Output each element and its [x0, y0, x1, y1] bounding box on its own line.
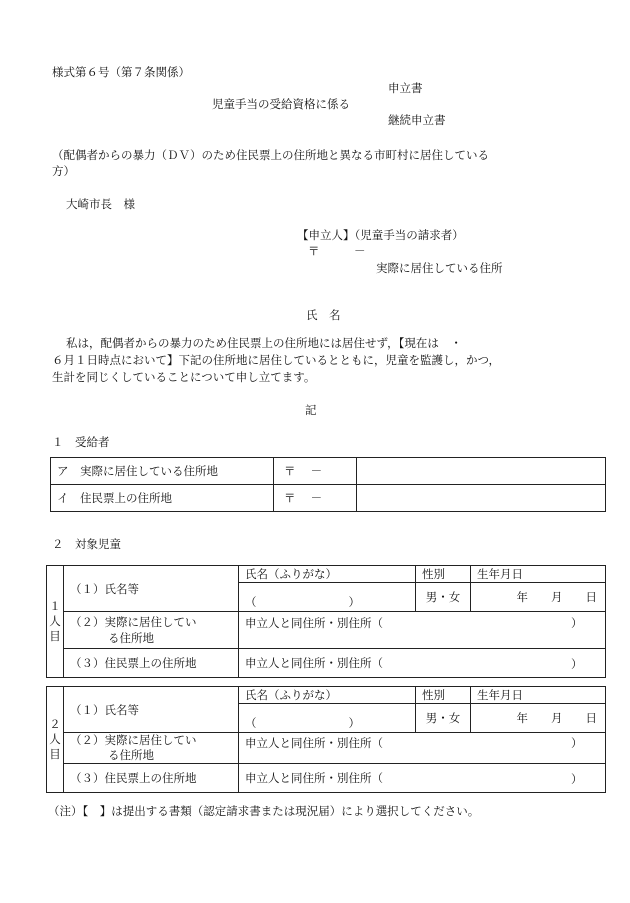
title-prefix: 児童手当の受給資格に係る: [212, 97, 350, 111]
child-2-registered-label: （３）住民票上の住所地: [64, 764, 239, 793]
child-2-actual-label: （２）実際に居住してい る住所地: [64, 733, 239, 764]
child-1-sex-value[interactable]: 男・女: [416, 583, 471, 612]
table-row: [47, 566, 606, 583]
child-1-rowlabel: １人目: [47, 566, 64, 678]
applicant-address-caption: 実際に居住している住所: [376, 261, 503, 275]
applicant-heading: 【申立人】（児童手当の請求者）: [297, 228, 464, 242]
child-1-actual-value[interactable]: 申立人と同住所・別住所（ ）: [239, 612, 606, 649]
table-row: [51, 485, 606, 512]
child-2-furigana-paren: （ ）: [245, 716, 360, 730]
child-2-dob-value[interactable]: 年 月 日: [471, 704, 606, 733]
subtitle-line-1: （配偶者からの暴力（ＤＶ）のため住民票上の住所地と異なる市町村に居住している: [52, 148, 489, 162]
recipient-actual-address[interactable]: [357, 458, 606, 485]
table-row: [51, 458, 606, 485]
table-row: [47, 612, 606, 649]
section1-heading: １ 受給者: [52, 435, 110, 449]
child-2-name-label: （１）氏名等: [64, 687, 239, 733]
ki-mark: 記: [305, 403, 317, 417]
child-1-name-header: 氏名（ふりがな）: [239, 566, 416, 583]
child-1-name-label: （１）氏名等: [64, 566, 239, 612]
child-2-actual-value[interactable]: 申立人と同住所・別住所（ ）: [239, 733, 606, 764]
child-2-name-header: 氏名（ふりがな）: [239, 687, 416, 704]
title-option-2: 継続申立書: [388, 113, 446, 127]
child-table-1: [46, 565, 606, 678]
recipient-registered-address[interactable]: [357, 485, 606, 512]
applicant-postal: 〒 －: [308, 244, 366, 258]
child-1-registered-label: （３）住民票上の住所地: [64, 649, 239, 678]
table-row: [47, 733, 606, 764]
recipient-registered-label: イ 住民票上の住所地: [51, 485, 274, 512]
child-2-sex-header: 性別: [416, 687, 471, 704]
recipient-registered-postal[interactable]: 〒 －: [274, 485, 357, 512]
addressee: 大崎市長 様: [66, 197, 135, 211]
child-table-2: [46, 686, 606, 793]
title-option-1: 申立書: [388, 81, 423, 95]
subtitle-line-2: 方）: [52, 164, 75, 178]
child-2-rowlabel: ２人目: [47, 687, 64, 793]
footnote: （注）【 】は提出する書類（認定請求書または現況届）により選択してください。: [48, 804, 480, 818]
form-label: 様式第６号（第７条関係）: [52, 65, 190, 79]
statement-line-1: 私は，配偶者からの暴力のため住民票上の住所地には居住せず，【現在は ・: [66, 336, 462, 350]
table-row: [47, 687, 606, 704]
child-2-name-field[interactable]: [239, 704, 416, 733]
child-1-furigana-paren: （ ）: [245, 595, 360, 609]
child-2-sex-value[interactable]: 男・女: [416, 704, 471, 733]
child-1-name-field[interactable]: [239, 583, 416, 612]
child-1-actual-label: （２）実際に居住してい る住所地: [64, 612, 239, 649]
child-1-dob-header: 生年月日: [471, 566, 606, 583]
section2-heading: ２ 対象児童: [52, 537, 121, 551]
recipient-actual-label: ア 実際に居住している住所地: [51, 458, 274, 485]
statement-line-2: ６月１日時点において】下記の住所地に居住しているとともに，児童を監護し，かつ，: [52, 353, 501, 367]
statement-line-3: 生計を同じくしていることについて申し立てます。: [52, 370, 316, 384]
table-row: [47, 764, 606, 793]
recipient-table: [50, 457, 606, 512]
child-1-registered-value[interactable]: 申立人と同住所・別住所（ ）: [239, 649, 606, 678]
child-2-registered-value[interactable]: 申立人と同住所・別住所（ ）: [239, 764, 606, 793]
table-row: [47, 649, 606, 678]
child-1-sex-header: 性別: [416, 566, 471, 583]
child-2-dob-header: 生年月日: [471, 687, 606, 704]
applicant-name-label: 氏 名: [306, 308, 341, 322]
child-1-dob-value[interactable]: 年 月 日: [471, 583, 606, 612]
recipient-actual-postal[interactable]: 〒 －: [274, 458, 357, 485]
